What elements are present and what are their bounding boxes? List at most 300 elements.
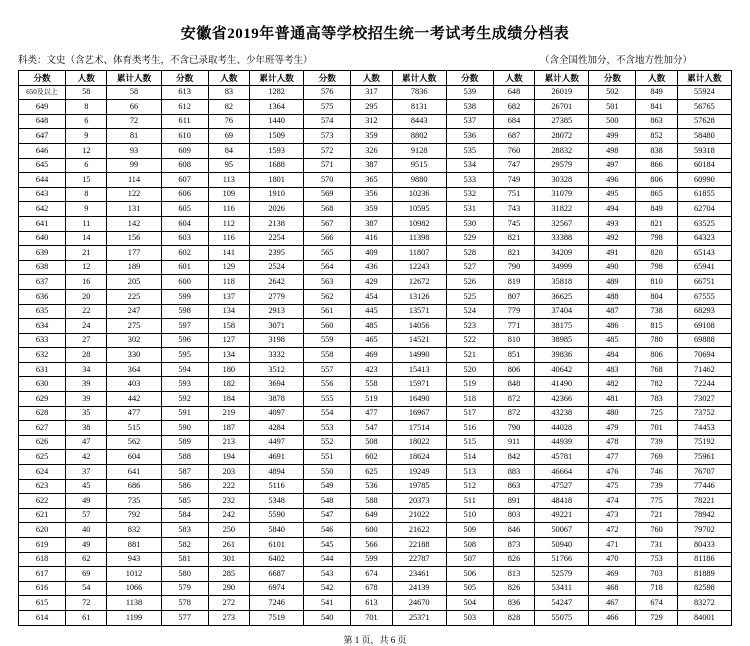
table-cell: 575 [304,100,351,115]
table-cell: 466 [589,610,636,625]
table-cell: 79702 [677,523,731,538]
table-cell: 863 [636,114,677,129]
table-cell: 596 [161,333,208,348]
table-cell: 10982 [392,216,446,231]
table-cell: 821 [636,216,677,231]
table-cell: 9515 [392,158,446,173]
table-cell: 53411 [535,581,589,596]
table-cell: 768 [636,362,677,377]
table-cell: 356 [351,187,392,202]
table-cell: 513 [446,465,493,480]
table-cell: 76707 [677,465,731,480]
table-cell: 187 [208,421,249,436]
table-cell: 2779 [250,289,304,304]
table-cell: 71462 [677,362,731,377]
table-cell: 194 [208,450,249,465]
table-cell: 546 [304,523,351,538]
table-cell: 477 [107,406,161,421]
table-cell: 6101 [250,538,304,553]
table-cell: 645 [19,158,66,173]
table-cell: 562 [107,435,161,450]
table-cell: 838 [636,143,677,158]
table-cell: 62704 [677,202,731,217]
table-cell: 547 [304,508,351,523]
table-cell: 865 [636,187,677,202]
table-cell: 272 [208,596,249,611]
table-cell: 640 [19,231,66,246]
table-cell: 512 [446,479,493,494]
table-cell: 595 [161,348,208,363]
table-cell: 6974 [250,581,304,596]
table-cell: 38985 [535,333,589,348]
table-cell: 567 [304,216,351,231]
table-row [19,202,732,217]
column-header: 分数 [19,71,66,86]
table-cell: 684 [493,114,534,129]
table-cell: 600 [351,523,392,538]
table-row [19,319,732,334]
table-cell: 46664 [535,465,589,480]
table-cell: 445 [351,304,392,319]
table-cell: 619 [19,538,66,553]
table-cell: 517 [446,406,493,421]
table-cell: 142 [107,216,161,231]
table-cell: 38 [66,421,107,436]
table-cell: 626 [19,435,66,450]
table-cell: 636 [19,289,66,304]
table-cell: 547 [351,421,392,436]
table-header-row [19,71,732,86]
table-cell: 26701 [535,100,589,115]
table-cell: 487 [589,304,636,319]
table-cell: 491 [589,246,636,261]
table-row [19,479,732,494]
table-cell: 539 [446,85,493,100]
table-cell: 590 [161,421,208,436]
table-cell: 17514 [392,421,446,436]
table-cell: 760 [493,143,534,158]
table-cell: 826 [493,552,534,567]
table-cell: 18022 [392,435,446,450]
table-cell: 511 [446,494,493,509]
table-cell: 39 [66,377,107,392]
table-cell: 8 [66,187,107,202]
table-cell: 44939 [535,435,589,450]
table-cell: 588 [351,494,392,509]
table-cell: 646 [19,143,66,158]
table-cell: 701 [351,610,392,625]
table-cell: 473 [589,508,636,523]
table-cell: 6 [66,158,107,173]
table-cell: 584 [161,508,208,523]
table-cell: 476 [589,465,636,480]
table-cell: 1282 [250,85,304,100]
table-cell: 622 [19,494,66,509]
page-title: 安徽省2019年普通高等学校招生统一考试考生成绩分档表 [180,26,570,42]
table-cell: 35 [66,406,107,421]
table-cell: 469 [589,567,636,582]
table-cell: 8 [66,100,107,115]
table-cell: 591 [161,406,208,421]
table-cell: 76 [208,114,249,129]
table-cell: 34209 [535,246,589,261]
table-cell: 45 [66,479,107,494]
table-cell: 642 [19,202,66,217]
table-cell: 78221 [677,494,731,509]
table-cell: 500 [589,114,636,129]
table-cell: 158 [208,319,249,334]
table-cell: 15 [66,173,107,188]
table-cell: 783 [636,392,677,407]
table-cell: 54 [66,581,107,596]
table-cell: 569 [304,187,351,202]
table-cell: 743 [493,202,534,217]
table-cell: 54247 [535,596,589,611]
table-cell: 568 [304,202,351,217]
table-row [19,494,732,509]
table-cell: 65143 [677,246,731,261]
table-cell: 9 [66,202,107,217]
table-cell: 60184 [677,158,731,173]
table-cell: 6687 [250,567,304,582]
table-cell: 66 [107,100,161,115]
table-cell: 583 [161,523,208,538]
column-header: 分数 [161,71,208,86]
table-cell: 4497 [250,435,304,450]
table-cell: 454 [351,289,392,304]
table-cell: 725 [636,406,677,421]
table-cell: 49221 [535,508,589,523]
table-cell: 20373 [392,494,446,509]
table-cell: 24 [66,319,107,334]
table-cell: 74453 [677,421,731,436]
table-cell: 70694 [677,348,731,363]
table-cell: 39836 [535,348,589,363]
table-cell: 769 [636,450,677,465]
table-cell: 592 [161,392,208,407]
table-cell: 643 [19,187,66,202]
table-cell: 610 [161,129,208,144]
table-row [19,508,732,523]
table-cell: 739 [636,479,677,494]
table-cell: 604 [161,216,208,231]
table-cell: 60990 [677,173,731,188]
table-cell: 612 [161,100,208,115]
table-cell: 468 [589,581,636,596]
table-cell: 80433 [677,538,731,553]
table-cell: 285 [208,567,249,582]
table-cell: 477 [351,406,392,421]
table-cell: 542 [304,581,351,596]
table-cell: 551 [304,450,351,465]
table-row [19,275,732,290]
table-cell: 21 [66,246,107,261]
table-cell: 582 [161,538,208,553]
table-cell: 603 [161,231,208,246]
table-cell: 24139 [392,581,446,596]
table-cell: 82 [208,100,249,115]
table-cell: 5116 [250,479,304,494]
table-cell: 113 [208,173,249,188]
table-cell: 480 [589,406,636,421]
table-cell: 721 [636,508,677,523]
table-cell: 618 [19,552,66,567]
table-cell: 22188 [392,538,446,553]
table-cell: 116 [208,231,249,246]
table-cell: 4284 [250,421,304,436]
table-cell: 631 [19,362,66,377]
table-cell: 326 [351,143,392,158]
table-row [19,362,732,377]
table-cell: 554 [304,406,351,421]
table-cell: 593 [161,377,208,392]
table-cell: 180 [208,362,249,377]
table-cell: 7246 [250,596,304,611]
table-cell: 503 [446,610,493,625]
table-cell: 739 [636,435,677,450]
table-cell: 5840 [250,523,304,538]
table-cell: 78942 [677,508,731,523]
table-cell: 467 [589,596,636,611]
table-cell: 674 [636,596,677,611]
table-cell: 635 [19,304,66,319]
table-cell: 718 [636,581,677,596]
table-cell: 37404 [535,304,589,319]
table-cell: 1066 [107,581,161,596]
table-cell: 475 [589,479,636,494]
table-cell: 50067 [535,523,589,538]
table-cell: 489 [589,275,636,290]
table-cell: 55075 [535,610,589,625]
table-cell: 34 [66,362,107,377]
table-cell: 533 [446,173,493,188]
table-cell: 650及以上 [19,85,66,100]
table-cell: 520 [446,362,493,377]
table-cell: 59318 [677,143,731,158]
table-cell: 423 [351,362,392,377]
table-cell: 851 [493,348,534,363]
table-cell: 15413 [392,362,446,377]
table-cell: 790 [493,260,534,275]
table-cell: 866 [636,158,677,173]
table-cell: 14 [66,231,107,246]
table-cell: 58 [107,85,161,100]
table-cell: 275 [107,319,161,334]
table-cell: 29579 [535,158,589,173]
table-cell: 524 [446,304,493,319]
table-cell: 509 [446,523,493,538]
table-cell: 616 [19,581,66,596]
table-cell: 45781 [535,450,589,465]
table-cell: 563 [304,275,351,290]
table-cell: 81 [107,129,161,144]
table-cell: 40642 [535,362,589,377]
table-cell: 8131 [392,100,446,115]
table-cell: 771 [493,319,534,334]
table-cell: 387 [351,158,392,173]
table-row [19,158,732,173]
table-cell: 477 [589,450,636,465]
table-cell: 12672 [392,275,446,290]
table-cell: 131 [107,202,161,217]
table-cell: 9128 [392,143,446,158]
table-cell: 540 [304,610,351,625]
table-cell: 68293 [677,304,731,319]
column-header: 分数 [304,71,351,86]
table-cell: 4894 [250,465,304,480]
table-cell: 3332 [250,348,304,363]
table-cell: 84 [208,143,249,158]
table-cell: 28 [66,348,107,363]
table-cell: 33388 [535,231,589,246]
table-cell: 471 [589,538,636,553]
table-cell: 189 [107,260,161,275]
column-header: 人数 [636,71,677,86]
table-cell: 617 [19,567,66,582]
table-cell: 14521 [392,333,446,348]
table-cell: 649 [19,100,66,115]
table-cell: 416 [351,231,392,246]
table-cell: 479 [589,421,636,436]
table-row [19,85,732,100]
table-cell: 1138 [107,596,161,611]
table-cell: 403 [107,377,161,392]
table-cell: 510 [446,508,493,523]
table-cell: 141 [208,246,249,261]
table-cell: 134 [208,304,249,319]
table-cell: 872 [493,392,534,407]
table-cell: 301 [208,552,249,567]
table-cell: 75961 [677,450,731,465]
table-cell: 127 [208,333,249,348]
table-cell: 849 [636,202,677,217]
table-cell: 290 [208,581,249,596]
table-cell: 2642 [250,275,304,290]
table-cell: 69 [66,567,107,582]
table-cell: 501 [589,100,636,115]
table-cell: 3198 [250,333,304,348]
page-footer: 第 1 页，共 6 页 [343,634,407,645]
table-cell: 505 [446,581,493,596]
table-cell: 359 [351,202,392,217]
table-cell: 504 [446,596,493,611]
table-cell: 803 [493,508,534,523]
table-cell: 738 [636,304,677,319]
table-cell: 821 [493,231,534,246]
table-cell: 73027 [677,392,731,407]
table-cell: 819 [493,275,534,290]
table-row [19,538,732,553]
table-cell: 6 [66,114,107,129]
table-cell: 609 [161,143,208,158]
table-cell: 497 [589,158,636,173]
table-cell: 848 [493,377,534,392]
table-row [19,435,732,450]
table-cell: 205 [107,275,161,290]
table-cell: 359 [351,129,392,144]
table-cell: 14990 [392,348,446,363]
table-cell: 813 [493,567,534,582]
table-row [19,129,732,144]
column-header: 人数 [208,71,249,86]
column-header: 分数 [446,71,493,86]
table-cell: 615 [19,596,66,611]
table-cell: 67555 [677,289,731,304]
table-cell: 409 [351,246,392,261]
table-cell: 826 [493,581,534,596]
column-header: 累计人数 [107,71,161,86]
table-cell: 56765 [677,100,731,115]
table-cell: 15971 [392,377,446,392]
subject-note [18,52,732,66]
table-cell: 508 [351,435,392,450]
table-cell: 597 [161,319,208,334]
table-cell: 530 [446,216,493,231]
table-cell: 482 [589,377,636,392]
table-cell: 832 [107,523,161,538]
table-cell: 841 [636,100,677,115]
table-cell: 536 [446,129,493,144]
column-header: 累计人数 [677,71,731,86]
table-cell: 604 [107,450,161,465]
table-cell: 21022 [392,508,446,523]
table-cell: 648 [493,85,534,100]
table-cell: 561 [304,304,351,319]
table-cell: 64323 [677,231,731,246]
table-cell: 58480 [677,129,731,144]
table-cell: 586 [161,479,208,494]
table-row [19,523,732,538]
table-cell: 529 [446,231,493,246]
table-cell: 566 [351,538,392,553]
table-cell: 19785 [392,479,446,494]
table-row [19,231,732,246]
table-cell: 2254 [250,231,304,246]
table-cell: 184 [208,392,249,407]
table-row [19,289,732,304]
table-cell: 42 [66,450,107,465]
table-cell: 674 [351,567,392,582]
table-cell: 470 [589,552,636,567]
table-cell: 27 [66,333,107,348]
table-cell: 72 [66,596,107,611]
table-cell: 625 [19,450,66,465]
table-cell: 478 [589,435,636,450]
table-cell: 506 [446,567,493,582]
table-cell: 613 [161,85,208,100]
table-cell: 602 [161,246,208,261]
table-cell: 526 [446,275,493,290]
table-cell: 83 [208,85,249,100]
table-cell: 219 [208,406,249,421]
table-cell: 37 [66,465,107,480]
table-cell: 82598 [677,581,731,596]
table-cell: 55924 [677,85,731,100]
table-cell: 639 [19,246,66,261]
table-cell: 177 [107,246,161,261]
table-cell: 73752 [677,406,731,421]
table-cell: 5348 [250,494,304,509]
table-cell: 2913 [250,304,304,319]
table-cell: 634 [19,319,66,334]
table-cell: 606 [161,187,208,202]
table-cell: 112 [208,216,249,231]
table-cell: 820 [636,246,677,261]
table-cell: 782 [636,377,677,392]
table-cell: 36625 [535,289,589,304]
table-cell: 28832 [535,143,589,158]
table-cell: 242 [208,508,249,523]
